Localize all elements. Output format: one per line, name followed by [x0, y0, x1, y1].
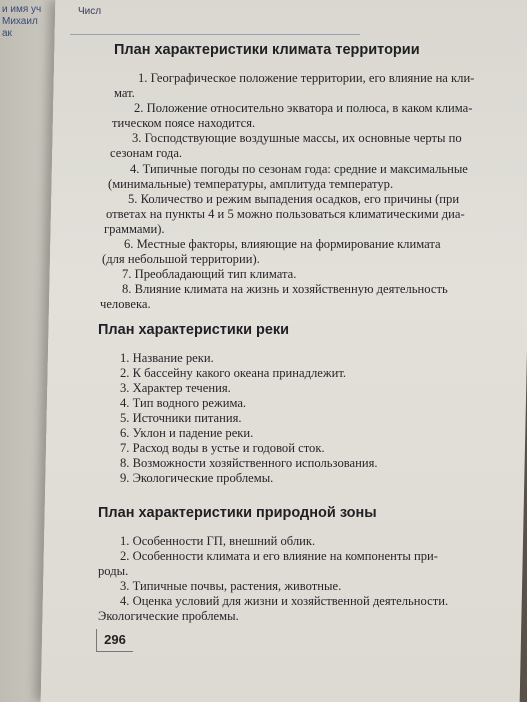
list-item: роды.: [98, 564, 129, 578]
left-note-line: и имя уч: [2, 4, 42, 15]
list-item: Экологические проблемы.: [98, 609, 239, 623]
section-title-climate: План характеристики климата территории: [114, 42, 420, 58]
list-item: 7. Расход воды в устье и годовой сток.: [120, 441, 325, 455]
list-item: 9. Экологические проблемы.: [120, 471, 274, 485]
list-item: 3. Характер течения.: [120, 381, 231, 395]
list-item: 2. К бассейну какого океана принадлежит.: [120, 366, 347, 380]
list-item: 6. Местные факторы, влияющие на формирование климата: [124, 237, 441, 251]
book-page: [41, 0, 527, 702]
list-item: мат.: [114, 86, 135, 100]
list-item: 5. Источники питания.: [120, 411, 242, 425]
list-item: 3. Типичные почвы, растения, животные.: [120, 579, 342, 593]
list-item: 7. Преобладающий тип климата.: [122, 267, 297, 281]
left-note-line: Михаил: [2, 16, 38, 27]
list-item: 3. Господствующие воздушные массы, их основные черты по: [132, 131, 462, 145]
section-title-nature-zone: План характеристики природной зоны: [98, 505, 377, 521]
list-item: 8. Влияние климата на жизнь и хозяйственную деятельность: [122, 282, 448, 296]
list-item: сезонам года.: [110, 146, 183, 160]
list-item: 1. Особенности ГП, внешний облик.: [120, 534, 316, 548]
list-item: 1. Географическое положение территории, его влияние на кли-: [138, 71, 475, 85]
list-item: 8. Возможности хозяйственного использования.: [120, 456, 378, 470]
header-strip: [70, 0, 360, 35]
list-item: 4. Тип водного режима.: [120, 396, 247, 410]
page-number: 296: [96, 629, 133, 652]
list-item: 2. Особенности климата и его влияние на компоненты при-: [120, 549, 438, 563]
list-item: 4. Оценка условий для жизни и хозяйственной деятельности.: [120, 594, 449, 608]
left-page-notes: [2, 4, 41, 40]
list-item: тическом поясе находится.: [112, 116, 256, 130]
list-item: (минимальные) температуры, амплитуда температур.: [108, 177, 394, 191]
left-note-line: ак: [2, 28, 12, 39]
list-item: граммами).: [104, 222, 165, 236]
list-item: 4. Типичные погоды по сезонам года: средние и максимальные: [130, 162, 468, 176]
list-item: 6. Уклон и падение реки.: [120, 426, 254, 440]
header-fragment: Числ: [78, 6, 102, 17]
list-item: (для небольшой территории).: [102, 252, 260, 266]
section-title-river: План характеристики реки: [98, 322, 290, 338]
list-item: 1. Название реки.: [120, 351, 214, 365]
list-item: ответах на пункты 4 и 5 можно пользоваться климатическими диа-: [106, 207, 465, 221]
list-item: 5. Количество и режим выпадения осадков, его причины (при: [128, 192, 460, 206]
list-item: человека.: [100, 297, 151, 311]
list-item: 2. Положение относительно экватора и полюса, в каком клима-: [134, 101, 473, 115]
